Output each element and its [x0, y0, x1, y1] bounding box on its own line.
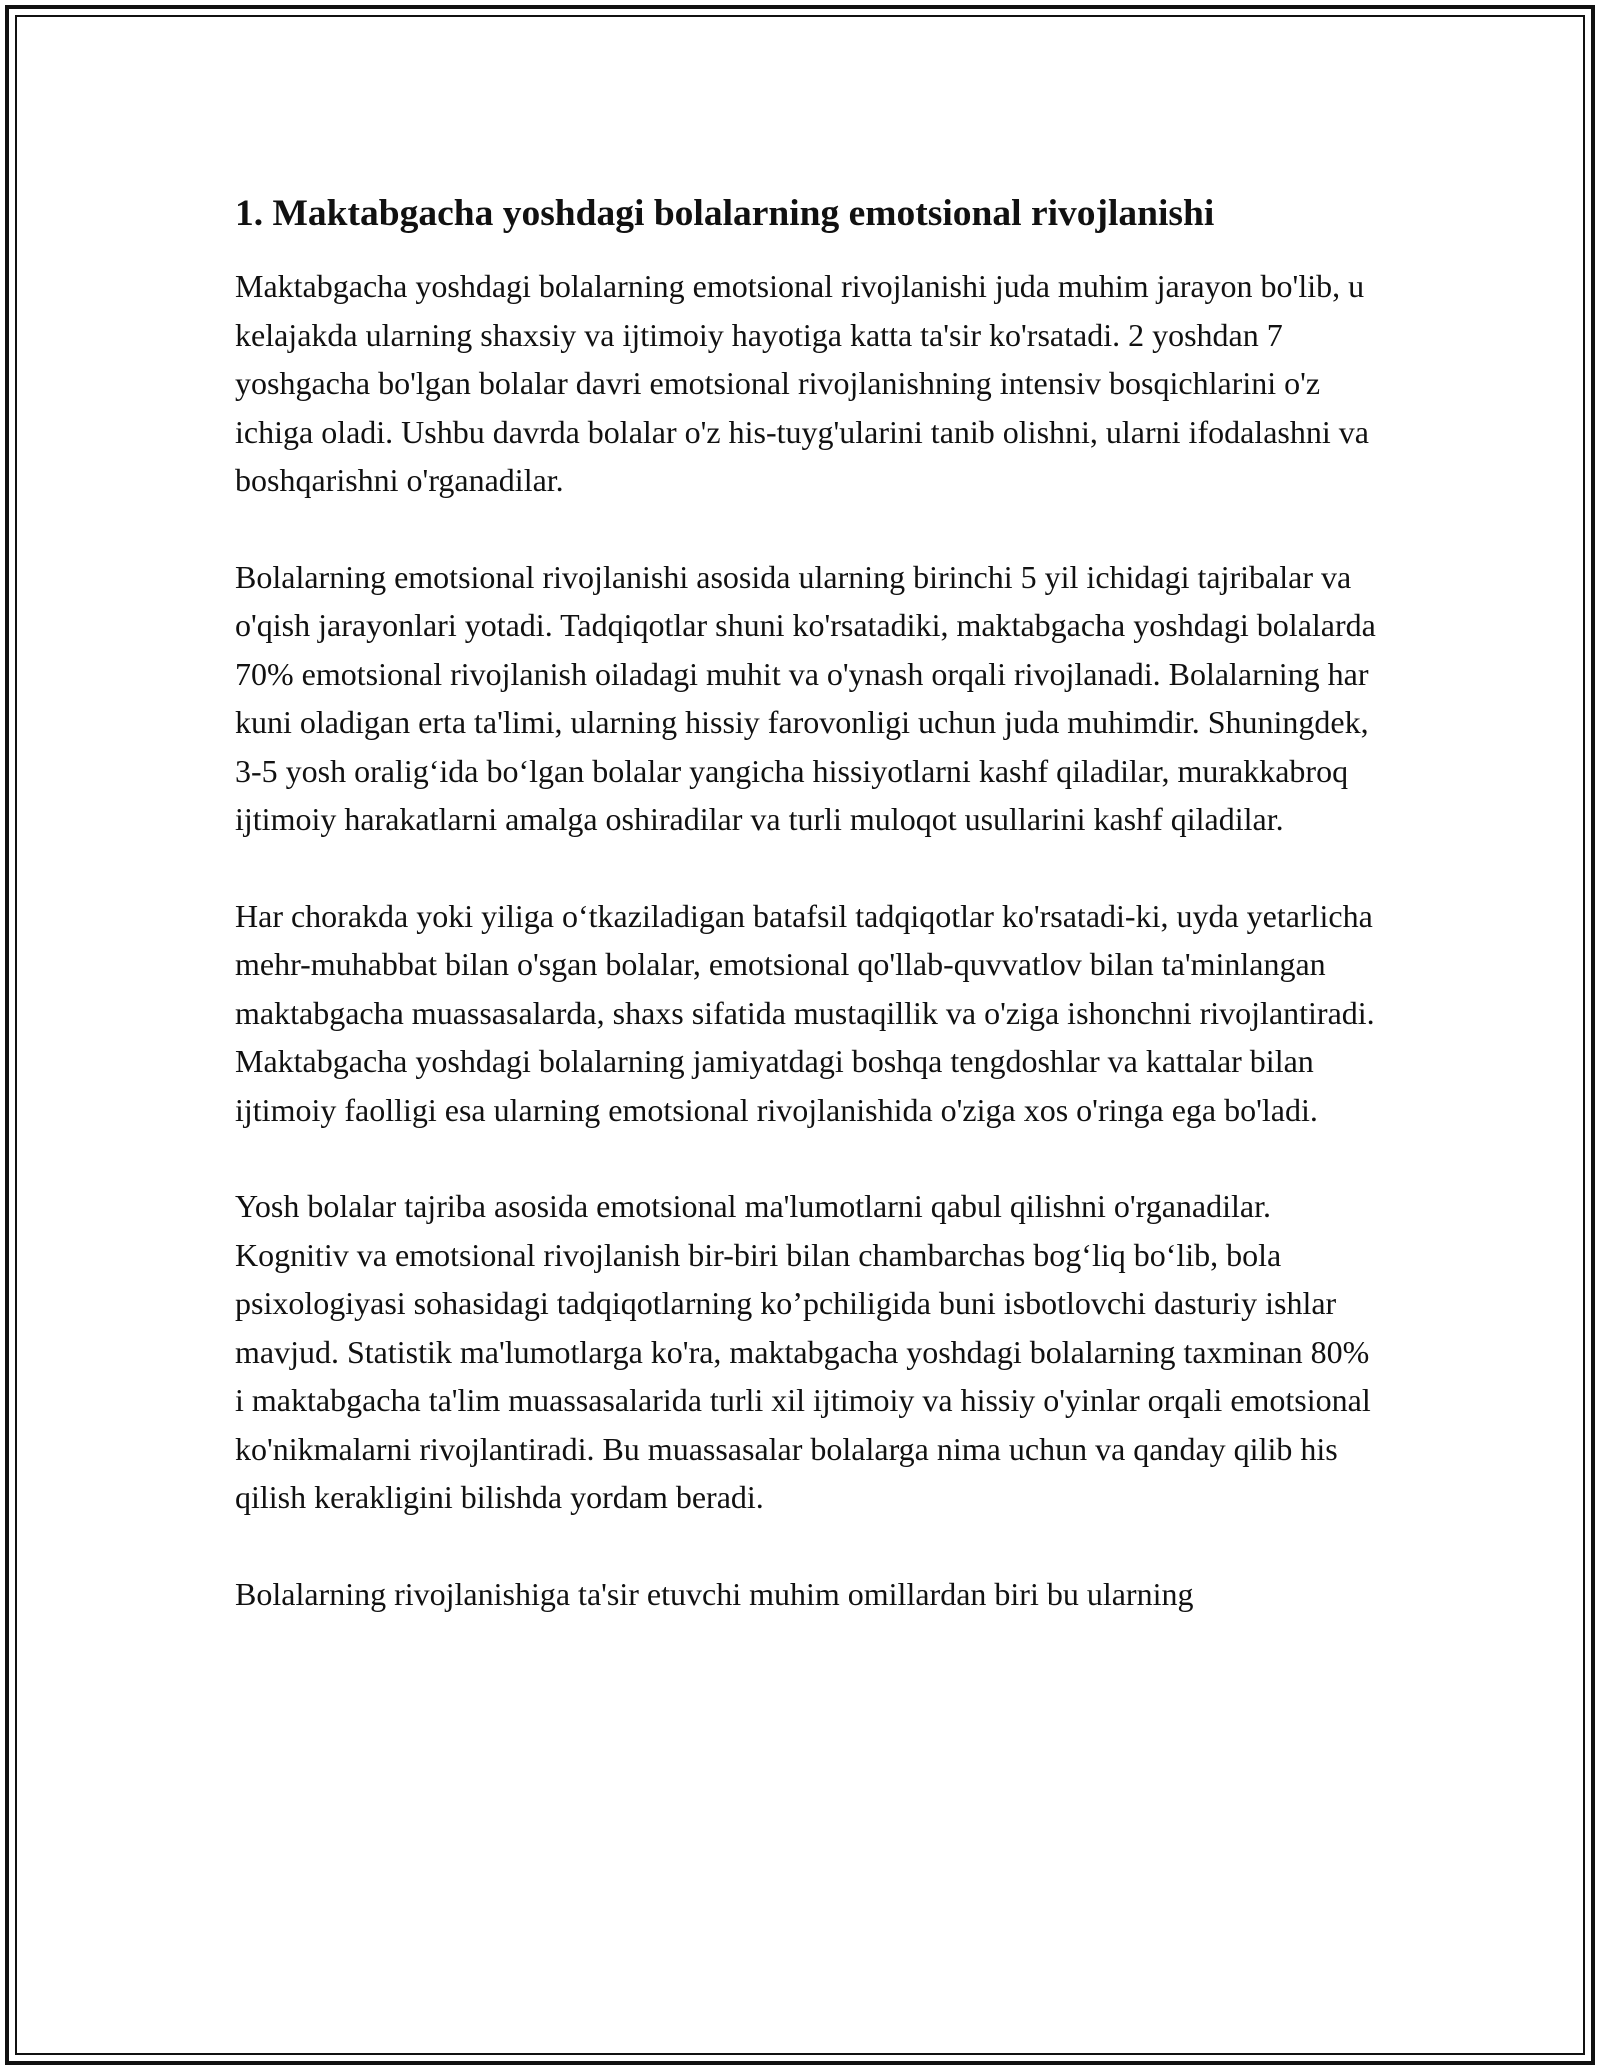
paragraph-1: Maktabgacha yoshdagi bolalarning emotsional rivojlanishi juda muhim jarayon bo'lib, u kelajakda ularning shaxsiy va ijtimoiy hayotiga katta ta'sir ko'rsatadi. 2 yoshdan 7 yoshgacha bo'lgan bolalar davri emotsional rivojlanishning intensiv bosqichlarini o'z ichiga oladi. Ushbu davrda bolalar o'z his-tuyg'ularini tanib olishni, ularni ifodalashni va boshqarishni o'rganadilar. — [235, 268, 1369, 498]
paragraph-2: Bolalarning emotsional rivojlanishi asosida ularning birinchi 5 yil ichidagi tajribalar va o'qish jarayonlari yotadi. Tadqiqotlar shuni ko'rsatadiki, maktabgacha yoshdagi bolalarda 70% emotsional rivojlanish oiladagi muhit va o'ynash orqali rivojlanadi. Bolalarning har kuni oladigan erta ta'limi, ularning hissiy farovonligi uchun juda muhimdir. Shuningdek, 3-5 yosh oralig‘ida bo‘lgan bolalar yangicha hissiyotlarni kashf qiladilar, murakkabroq ijtimoiy harakatlarni amalga oshiradilar va turli muloqot usullarini kashf qiladilar. — [235, 558, 1376, 837]
paragraph-3: Har chorakda yoki yiliga o‘tkaziladigan batafsil tadqiqotlar ko'rsatadi-ki, uyda yetarlicha mehr-muhabbat bilan o'sgan bolalar, emotsional qo'llab-quvvatlov bilan ta'minlangan maktabgacha muassasalarda, shaxs sifatida mustaqillik va o'ziga ishonchni rivojlantiradi. Maktabgacha yoshdagi bolalarning jamiyatdagi boshqa tengdoshlar va kattalar bilan ijtimoiy faolligi esa ularning emotsional rivojlanishida o'ziga xos o'ringa ega bo'ladi. — [235, 897, 1375, 1128]
document-body — [235, 188, 1380, 1666]
paragraph-5: Bolalarning rivojlanishiga ta'sir etuvchi muhim omillardan biri bu ularning — [235, 1575, 1194, 1612]
section-heading: 1. Maktabgacha yoshdagi bolalarning emotsional rivojlanishi — [235, 193, 1215, 234]
paragraph-4: Yosh bolalar tajriba asosida emotsional ma'lumotlarni qabul qilishni o'rganadilar. Kognitiv va emotsional rivojlanish bir-biri bilan chambarchas bog‘liq bo‘lib, bola psixologiyasi sohasidagi tadqiqotlarning ko’pchiligida buni isbotlovchi dasturiy ishlar mavjud. Statistik ma'lumotlarga ko'ra, maktabgacha yoshdagi bolalarning taxminan 80% i maktabgacha ta'lim muassasalarida turli xil ijtimoiy va hissiy o'yinlar orqali emotsional ko'nikmalarni rivojlantiradi. Bu muassasalar bolalarga nima uchun va qanday qilib his qilish kerakligini bilishda yordam beradi. — [235, 1188, 1371, 1515]
